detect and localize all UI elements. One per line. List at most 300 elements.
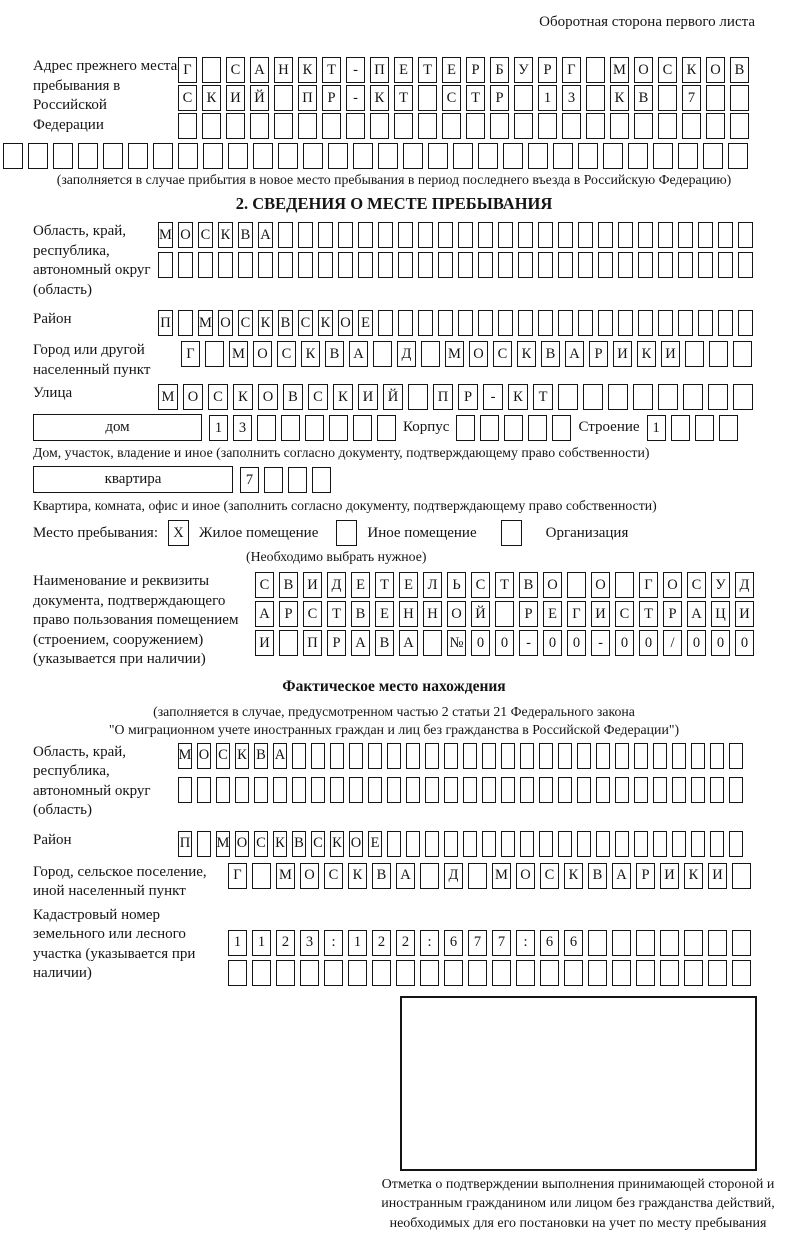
char-cell[interactable]: К [273, 831, 287, 857]
char-cell[interactable] [615, 743, 629, 769]
stay-option-other-premises-checkbox[interactable] [336, 520, 357, 546]
char-cell[interactable]: 1 [538, 85, 557, 111]
char-cell[interactable] [420, 960, 439, 986]
char-cell[interactable] [678, 252, 693, 278]
char-cell[interactable] [420, 863, 439, 889]
char-cell[interactable] [444, 831, 458, 857]
char-cell[interactable] [728, 143, 748, 169]
char-cell[interactable] [628, 143, 648, 169]
char-cell[interactable] [658, 222, 673, 248]
char-cell[interactable] [698, 252, 713, 278]
char-cell[interactable] [653, 777, 667, 803]
char-cell[interactable] [279, 630, 298, 656]
char-cell[interactable]: 0 [687, 630, 706, 656]
char-cell[interactable]: К [258, 310, 273, 336]
char-cell[interactable] [394, 113, 413, 139]
char-cell[interactable]: В [292, 831, 306, 857]
char-cell[interactable] [278, 222, 293, 248]
char-cell[interactable]: Д [327, 572, 346, 598]
char-cell[interactable] [478, 252, 493, 278]
char-cell[interactable] [349, 777, 363, 803]
char-cell[interactable] [638, 252, 653, 278]
char-cell[interactable] [216, 777, 230, 803]
char-cell[interactable] [562, 113, 581, 139]
char-cell[interactable] [478, 310, 493, 336]
char-cell[interactable] [514, 113, 533, 139]
char-cell[interactable]: Т [466, 85, 485, 111]
char-cell[interactable] [346, 113, 365, 139]
char-cell[interactable] [588, 930, 607, 956]
char-cell[interactable] [577, 743, 591, 769]
char-cell[interactable]: № [447, 630, 466, 656]
char-cell[interactable]: С [615, 601, 634, 627]
char-cell[interactable] [658, 113, 677, 139]
char-cell[interactable]: Й [383, 384, 403, 410]
char-cell[interactable] [708, 384, 728, 410]
char-cell[interactable] [706, 113, 725, 139]
char-cell[interactable] [463, 743, 477, 769]
char-cell[interactable]: Т [322, 57, 341, 83]
char-cell[interactable] [691, 743, 705, 769]
char-cell[interactable] [732, 863, 751, 889]
char-cell[interactable]: А [255, 601, 274, 627]
char-cell[interactable] [729, 777, 743, 803]
char-cell[interactable]: К [564, 863, 583, 889]
char-cell[interactable] [278, 143, 298, 169]
char-cell[interactable] [253, 143, 273, 169]
char-cell[interactable]: О [663, 572, 682, 598]
char-cell[interactable]: О [469, 341, 488, 367]
char-cell[interactable] [612, 930, 631, 956]
char-cell[interactable]: С [277, 341, 296, 367]
char-cell[interactable] [396, 960, 415, 986]
char-cell[interactable] [153, 143, 173, 169]
char-cell[interactable] [305, 415, 324, 441]
char-cell[interactable] [78, 143, 98, 169]
char-cell[interactable]: Т [327, 601, 346, 627]
char-cell[interactable] [578, 143, 598, 169]
char-cell[interactable] [368, 743, 382, 769]
char-cell[interactable]: С [208, 384, 228, 410]
char-cell[interactable]: К [682, 57, 701, 83]
char-cell[interactable]: Н [399, 601, 418, 627]
char-cell[interactable]: М [198, 310, 213, 336]
char-cell[interactable] [514, 85, 533, 111]
char-cell[interactable]: В [372, 863, 391, 889]
char-cell[interactable] [353, 143, 373, 169]
char-cell[interactable] [478, 143, 498, 169]
char-cell[interactable] [442, 113, 461, 139]
char-cell[interactable] [178, 310, 193, 336]
char-cell[interactable]: Г [228, 863, 247, 889]
char-cell[interactable]: К [330, 831, 344, 857]
char-cell[interactable]: А [396, 863, 415, 889]
char-cell[interactable]: О [218, 310, 233, 336]
char-cell[interactable]: И [613, 341, 632, 367]
char-cell[interactable] [539, 777, 553, 803]
char-cell[interactable]: В [279, 572, 298, 598]
char-cell[interactable]: С [471, 572, 490, 598]
char-cell[interactable] [596, 743, 610, 769]
char-cell[interactable] [730, 113, 749, 139]
char-cell[interactable]: 1 [252, 930, 271, 956]
char-cell[interactable]: Г [181, 341, 200, 367]
char-cell[interactable]: С [178, 85, 197, 111]
char-cell[interactable]: 1 [228, 930, 247, 956]
char-cell[interactable]: В [541, 341, 560, 367]
char-cell[interactable] [678, 143, 698, 169]
char-cell[interactable]: В [351, 601, 370, 627]
char-cell[interactable]: С [198, 222, 213, 248]
char-cell[interactable] [252, 863, 271, 889]
char-cell[interactable] [198, 252, 213, 278]
char-cell[interactable]: К [610, 85, 629, 111]
char-cell[interactable] [553, 143, 573, 169]
char-cell[interactable]: П [178, 831, 192, 857]
char-cell[interactable]: А [687, 601, 706, 627]
char-cell[interactable]: С [255, 572, 274, 598]
char-cell[interactable]: О [235, 831, 249, 857]
char-cell[interactable] [634, 113, 653, 139]
char-cell[interactable] [378, 222, 393, 248]
char-cell[interactable] [708, 930, 727, 956]
char-cell[interactable] [330, 743, 344, 769]
char-cell[interactable] [615, 777, 629, 803]
char-cell[interactable] [653, 831, 667, 857]
char-cell[interactable] [518, 222, 533, 248]
char-cell[interactable] [578, 310, 593, 336]
char-cell[interactable]: О [183, 384, 203, 410]
char-cell[interactable] [444, 743, 458, 769]
char-cell[interactable]: 0 [735, 630, 754, 656]
char-cell[interactable] [406, 831, 420, 857]
char-cell[interactable] [501, 743, 515, 769]
char-cell[interactable] [564, 960, 583, 986]
char-cell[interactable]: В [588, 863, 607, 889]
char-cell[interactable] [539, 831, 553, 857]
char-cell[interactable]: О [634, 57, 653, 83]
char-cell[interactable]: А [351, 630, 370, 656]
char-cell[interactable] [378, 143, 398, 169]
char-cell[interactable]: П [433, 384, 453, 410]
char-cell[interactable] [538, 310, 553, 336]
char-cell[interactable]: О [258, 384, 278, 410]
char-cell[interactable]: В [278, 310, 293, 336]
char-cell[interactable]: М [158, 384, 178, 410]
char-cell[interactable] [403, 143, 423, 169]
char-cell[interactable]: 2 [276, 930, 295, 956]
char-cell[interactable] [615, 831, 629, 857]
char-cell[interactable] [438, 222, 453, 248]
char-cell[interactable] [718, 310, 733, 336]
char-cell[interactable]: - [346, 57, 365, 83]
char-cell[interactable]: И [303, 572, 322, 598]
char-cell[interactable]: О [300, 863, 319, 889]
char-cell[interactable]: Е [543, 601, 562, 627]
char-cell[interactable] [672, 777, 686, 803]
char-cell[interactable]: Н [423, 601, 442, 627]
char-cell[interactable] [482, 831, 496, 857]
char-cell[interactable]: - [591, 630, 610, 656]
char-cell[interactable] [588, 960, 607, 986]
char-cell[interactable] [353, 415, 372, 441]
char-cell[interactable]: Й [250, 85, 269, 111]
char-cell[interactable] [498, 310, 513, 336]
char-cell[interactable] [691, 777, 705, 803]
char-cell[interactable] [738, 252, 753, 278]
char-cell[interactable]: 1 [209, 415, 228, 441]
char-cell[interactable]: - [346, 85, 365, 111]
char-cell[interactable]: А [612, 863, 631, 889]
char-cell[interactable] [258, 252, 273, 278]
char-cell[interactable]: С [298, 310, 313, 336]
char-cell[interactable] [698, 310, 713, 336]
char-cell[interactable] [418, 113, 437, 139]
char-cell[interactable] [598, 310, 613, 336]
char-cell[interactable] [463, 831, 477, 857]
char-cell[interactable]: 3 [300, 930, 319, 956]
char-cell[interactable]: А [258, 222, 273, 248]
char-cell[interactable] [378, 252, 393, 278]
char-cell[interactable]: 7 [240, 467, 259, 493]
char-cell[interactable] [463, 777, 477, 803]
char-cell[interactable] [418, 310, 433, 336]
char-cell[interactable] [205, 341, 224, 367]
char-cell[interactable]: Т [495, 572, 514, 598]
char-cell[interactable]: В [375, 630, 394, 656]
char-cell[interactable]: К [202, 85, 221, 111]
char-cell[interactable] [328, 143, 348, 169]
char-cell[interactable]: В [325, 341, 344, 367]
char-cell[interactable]: М [229, 341, 248, 367]
char-cell[interactable]: О [516, 863, 535, 889]
char-cell[interactable] [658, 85, 677, 111]
char-cell[interactable] [466, 113, 485, 139]
char-cell[interactable] [706, 85, 725, 111]
char-cell[interactable]: Е [351, 572, 370, 598]
char-cell[interactable]: Е [442, 57, 461, 83]
char-cell[interactable] [538, 113, 557, 139]
char-cell[interactable]: 0 [711, 630, 730, 656]
char-cell[interactable] [425, 831, 439, 857]
char-cell[interactable] [653, 743, 667, 769]
char-cell[interactable] [311, 777, 325, 803]
char-cell[interactable]: - [483, 384, 503, 410]
char-cell[interactable] [406, 743, 420, 769]
char-cell[interactable] [264, 467, 283, 493]
char-cell[interactable]: Е [358, 310, 373, 336]
char-cell[interactable]: - [519, 630, 538, 656]
char-cell[interactable] [197, 831, 211, 857]
char-cell[interactable] [684, 960, 703, 986]
char-cell[interactable]: : [324, 930, 343, 956]
char-cell[interactable] [482, 777, 496, 803]
char-cell[interactable] [610, 113, 629, 139]
char-cell[interactable]: С [311, 831, 325, 857]
char-cell[interactable]: О [591, 572, 610, 598]
char-cell[interactable] [528, 143, 548, 169]
char-cell[interactable] [228, 143, 248, 169]
char-cell[interactable]: С [324, 863, 343, 889]
char-cell[interactable] [603, 143, 623, 169]
char-cell[interactable] [425, 743, 439, 769]
char-cell[interactable] [338, 222, 353, 248]
char-cell[interactable]: К [684, 863, 703, 889]
char-cell[interactable]: П [298, 85, 317, 111]
char-cell[interactable] [636, 930, 655, 956]
stay-option-organization-checkbox[interactable] [501, 520, 522, 546]
char-cell[interactable]: 3 [562, 85, 581, 111]
char-cell[interactable] [558, 831, 572, 857]
char-cell[interactable]: О [253, 341, 272, 367]
char-cell[interactable] [298, 222, 313, 248]
char-cell[interactable]: 2 [372, 930, 391, 956]
char-cell[interactable]: К [298, 57, 317, 83]
char-cell[interactable] [501, 777, 515, 803]
char-cell[interactable] [158, 252, 173, 278]
char-cell[interactable] [678, 310, 693, 336]
char-cell[interactable] [658, 252, 673, 278]
char-cell[interactable]: : [516, 930, 535, 956]
char-cell[interactable] [456, 415, 475, 441]
char-cell[interactable] [421, 341, 440, 367]
char-cell[interactable] [709, 341, 728, 367]
char-cell[interactable] [658, 310, 673, 336]
char-cell[interactable]: К [318, 310, 333, 336]
char-cell[interactable]: И [226, 85, 245, 111]
char-cell[interactable]: 0 [639, 630, 658, 656]
char-cell[interactable]: А [399, 630, 418, 656]
char-cell[interactable]: Е [394, 57, 413, 83]
char-cell[interactable] [504, 415, 523, 441]
char-cell[interactable]: С [658, 57, 677, 83]
char-cell[interactable]: 6 [564, 930, 583, 956]
char-cell[interactable] [312, 467, 331, 493]
char-cell[interactable]: М [445, 341, 464, 367]
char-cell[interactable] [495, 601, 514, 627]
char-cell[interactable] [638, 222, 653, 248]
char-cell[interactable] [178, 113, 197, 139]
char-cell[interactable]: К [517, 341, 536, 367]
char-cell[interactable]: Г [178, 57, 197, 83]
char-cell[interactable] [658, 384, 678, 410]
char-cell[interactable] [423, 630, 442, 656]
char-cell[interactable] [3, 143, 23, 169]
char-cell[interactable]: Е [368, 831, 382, 857]
char-cell[interactable] [586, 57, 605, 83]
char-cell[interactable] [298, 252, 313, 278]
char-cell[interactable] [685, 341, 704, 367]
char-cell[interactable] [387, 743, 401, 769]
char-cell[interactable] [428, 143, 448, 169]
char-cell[interactable]: Б [490, 57, 509, 83]
char-cell[interactable] [348, 960, 367, 986]
char-cell[interactable] [558, 384, 578, 410]
char-cell[interactable]: 0 [471, 630, 490, 656]
char-cell[interactable] [281, 415, 300, 441]
char-cell[interactable]: У [711, 572, 730, 598]
char-cell[interactable] [378, 310, 393, 336]
char-cell[interactable] [377, 415, 396, 441]
char-cell[interactable] [732, 960, 751, 986]
char-cell[interactable] [278, 252, 293, 278]
char-cell[interactable] [732, 930, 751, 956]
char-cell[interactable] [387, 831, 401, 857]
char-cell[interactable] [197, 777, 211, 803]
char-cell[interactable] [520, 777, 534, 803]
char-cell[interactable] [738, 310, 753, 336]
char-cell[interactable]: У [514, 57, 533, 83]
char-cell[interactable] [672, 743, 686, 769]
char-cell[interactable]: О [338, 310, 353, 336]
char-cell[interactable] [520, 743, 534, 769]
char-cell[interactable]: Р [589, 341, 608, 367]
char-cell[interactable] [596, 831, 610, 857]
char-cell[interactable] [691, 831, 705, 857]
char-cell[interactable] [540, 960, 559, 986]
char-cell[interactable] [274, 85, 293, 111]
char-cell[interactable]: М [216, 831, 230, 857]
char-cell[interactable] [558, 743, 572, 769]
char-cell[interactable] [558, 310, 573, 336]
char-cell[interactable] [324, 960, 343, 986]
char-cell[interactable] [418, 85, 437, 111]
char-cell[interactable] [444, 777, 458, 803]
char-cell[interactable] [708, 960, 727, 986]
char-cell[interactable] [370, 113, 389, 139]
char-cell[interactable]: М [178, 743, 192, 769]
char-cell[interactable] [578, 222, 593, 248]
char-cell[interactable] [203, 143, 223, 169]
char-cell[interactable] [682, 113, 701, 139]
stay-option-residential-checkbox[interactable]: X [168, 520, 189, 546]
char-cell[interactable] [226, 113, 245, 139]
char-cell[interactable] [718, 252, 733, 278]
char-cell[interactable] [458, 222, 473, 248]
char-cell[interactable]: И [708, 863, 727, 889]
char-cell[interactable] [503, 143, 523, 169]
char-cell[interactable] [618, 252, 633, 278]
char-cell[interactable]: К [235, 743, 249, 769]
char-cell[interactable] [358, 252, 373, 278]
char-cell[interactable] [552, 415, 571, 441]
char-cell[interactable]: М [158, 222, 173, 248]
char-cell[interactable] [577, 777, 591, 803]
char-cell[interactable]: Р [663, 601, 682, 627]
char-cell[interactable] [660, 930, 679, 956]
char-cell[interactable] [274, 113, 293, 139]
char-cell[interactable]: 0 [543, 630, 562, 656]
char-cell[interactable]: Г [562, 57, 581, 83]
char-cell[interactable]: Е [399, 572, 418, 598]
char-cell[interactable]: В [730, 57, 749, 83]
char-cell[interactable]: О [197, 743, 211, 769]
char-cell[interactable] [298, 113, 317, 139]
char-cell[interactable] [372, 960, 391, 986]
char-cell[interactable] [733, 384, 753, 410]
char-cell[interactable] [28, 143, 48, 169]
char-cell[interactable]: С [254, 831, 268, 857]
char-cell[interactable]: С [308, 384, 328, 410]
char-cell[interactable] [252, 960, 271, 986]
char-cell[interactable] [539, 743, 553, 769]
char-cell[interactable] [710, 831, 724, 857]
char-cell[interactable]: С [216, 743, 230, 769]
char-cell[interactable]: К [370, 85, 389, 111]
char-cell[interactable] [558, 777, 572, 803]
char-cell[interactable] [53, 143, 73, 169]
char-cell[interactable] [586, 85, 605, 111]
